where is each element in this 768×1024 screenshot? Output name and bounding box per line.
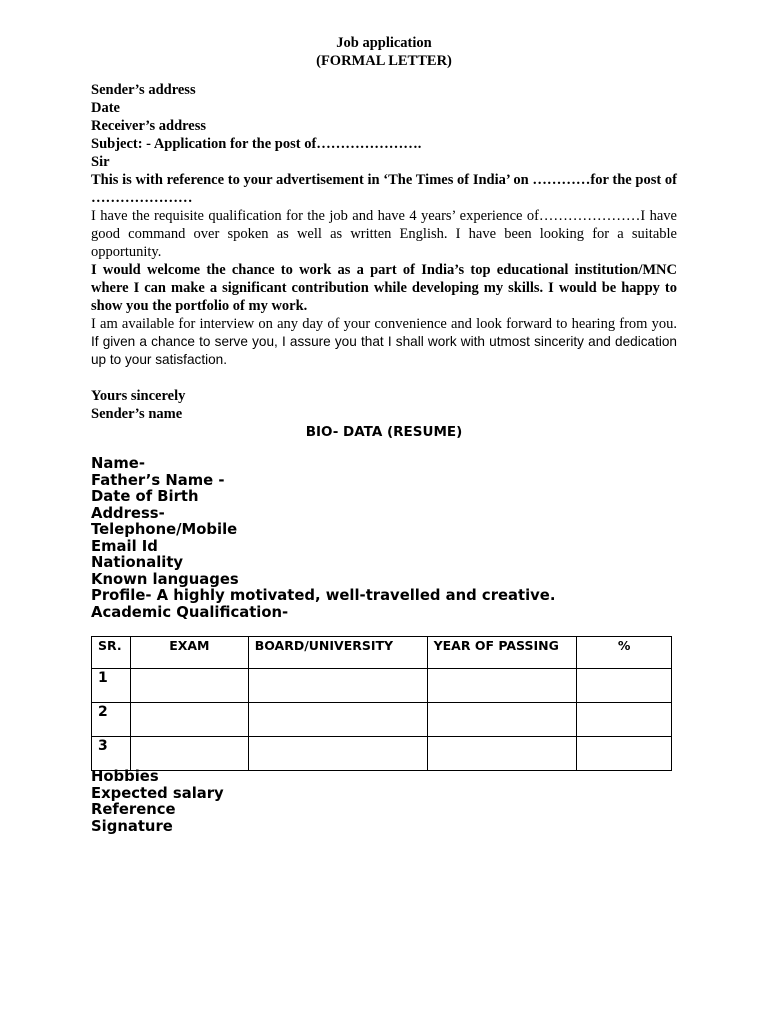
table-cell bbox=[427, 737, 577, 771]
field-email: Email Id bbox=[91, 537, 158, 555]
table-cell bbox=[427, 703, 577, 737]
field-address: Address- bbox=[91, 504, 165, 522]
table-cell: 3 bbox=[92, 737, 131, 771]
field-reference: Reference bbox=[91, 801, 176, 818]
spacer bbox=[91, 369, 677, 387]
table-cell bbox=[130, 703, 248, 737]
header-sr: SR. bbox=[92, 637, 131, 669]
paragraph-4-part-b: If given a chance to serve you, I assure you that I shall work with utmost sincerity and dedication up to your satisfaction. bbox=[91, 334, 677, 367]
letter-subtitle: (FORMAL LETTER) bbox=[316, 53, 452, 69]
paragraph-4 bbox=[91, 315, 677, 369]
field-telephone: Telephone/Mobile bbox=[91, 521, 238, 538]
paragraph-3: I would welcome the chance to work as a part of India’s top educational institution/MNC where I can make a significant contribution while developing my skills. I would be happy to show you the portfolio of my work. bbox=[91, 262, 677, 314]
letter-closing bbox=[91, 387, 677, 423]
field-languages: Known languages bbox=[91, 570, 239, 588]
header-year: YEAR OF PASSING bbox=[427, 637, 577, 669]
closing-line: Yours sincerely bbox=[91, 388, 186, 404]
table-cell bbox=[577, 669, 672, 703]
table-row bbox=[92, 737, 672, 771]
biodata-fields bbox=[91, 456, 677, 621]
biodata-closing-fields bbox=[91, 769, 677, 835]
table-cell bbox=[248, 669, 427, 703]
letter-header-fields bbox=[91, 81, 677, 171]
table-cell bbox=[248, 703, 427, 737]
field-expected-salary: Expected salary bbox=[91, 784, 224, 802]
header-percent: % bbox=[577, 637, 672, 669]
field-nationality: Nationality bbox=[91, 554, 184, 571]
field-signature: Signature bbox=[91, 817, 173, 835]
table-cell bbox=[427, 669, 577, 703]
paragraph-2: I have the requisite qualification for the job and have 4 years’ experience of…………………I have good command over spoken as well as written English. I have been looking for a suitable opportunity. bbox=[91, 208, 677, 260]
letter-date: Date bbox=[91, 100, 120, 116]
paragraph-4-part-a: I am available for interview on any day of your convenience and look forward to hearing from you. bbox=[91, 316, 677, 332]
table-row bbox=[92, 669, 672, 703]
sender-name: Sender’s name bbox=[91, 406, 183, 422]
table-header-row bbox=[92, 637, 672, 669]
document-page bbox=[91, 34, 677, 835]
paragraph-1: This is with reference to your advertisement in ‘The Times of India’ on …………for the post of ………………… bbox=[91, 172, 677, 206]
field-fathers-name: Father’s Name - bbox=[91, 471, 225, 489]
sender-address: Sender’s address bbox=[91, 82, 196, 98]
salutation: Sir bbox=[91, 154, 110, 170]
letter-subject: Subject: - Application for the post of…………………. bbox=[91, 136, 422, 152]
table-cell bbox=[577, 703, 672, 737]
letter-title: Job application bbox=[336, 35, 432, 51]
table-cell bbox=[130, 737, 248, 771]
table-cell bbox=[577, 737, 672, 771]
letter-heading bbox=[91, 34, 677, 70]
table-cell bbox=[248, 737, 427, 771]
qualification-table bbox=[91, 636, 672, 771]
table-cell bbox=[130, 669, 248, 703]
field-date-of-birth: Date of Birth bbox=[91, 488, 199, 505]
header-exam: EXAM bbox=[130, 637, 248, 669]
field-hobbies: Hobbies bbox=[91, 768, 159, 785]
table-cell: 2 bbox=[92, 703, 131, 737]
field-academic-qualification: Academic Qualification- bbox=[91, 603, 289, 621]
header-board: BOARD/UNIVERSITY bbox=[248, 637, 427, 669]
table-row bbox=[92, 703, 672, 737]
biodata-title: BIO- DATA (RESUME) bbox=[305, 424, 463, 440]
field-name: Name- bbox=[91, 455, 145, 472]
receiver-address: Receiver’s address bbox=[91, 118, 207, 134]
field-profile: Profile- A highly motivated, well-travelled and creative. bbox=[91, 587, 556, 604]
table-cell: 1 bbox=[92, 669, 131, 703]
